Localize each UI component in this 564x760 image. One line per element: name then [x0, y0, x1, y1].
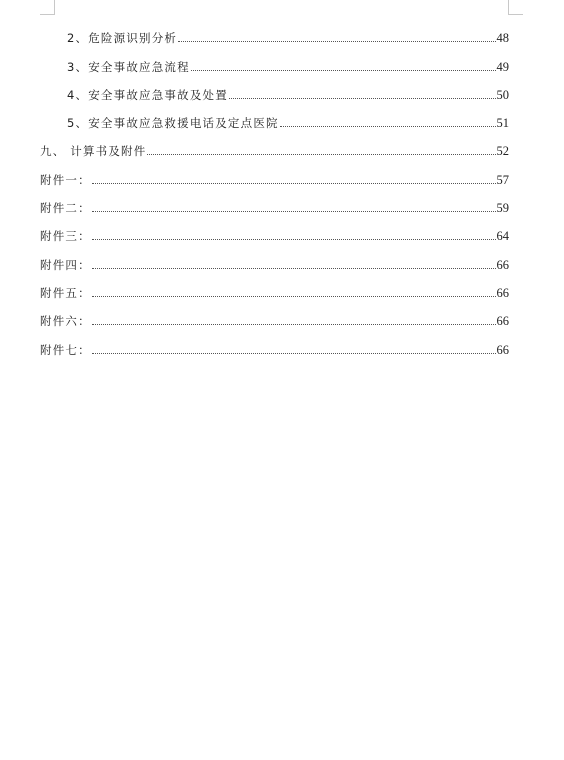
toc-leader-dots	[92, 296, 496, 297]
toc-leader-dots	[92, 183, 496, 184]
toc-page-number: 64	[496, 229, 509, 244]
toc-entry-label: 九、 计算书及附件	[40, 144, 147, 159]
toc-entry[interactable]	[40, 17, 509, 45]
toc-entry-label: 3、安全事故应急流程	[67, 59, 190, 74]
toc-entry-label: 附件三：	[40, 229, 91, 244]
toc-page-number: 49	[496, 59, 509, 74]
toc-leader-dots	[178, 41, 495, 42]
toc-leader-dots	[191, 70, 496, 71]
toc-page-number: 52	[496, 144, 509, 159]
toc-entry[interactable]	[40, 158, 509, 186]
toc-entry[interactable]	[40, 45, 509, 73]
toc-page-number: 66	[496, 257, 509, 272]
toc-entry-label: 附件六：	[40, 314, 91, 329]
page-corner-mark-left	[40, 0, 55, 15]
toc-entry-label: 附件五：	[40, 285, 91, 300]
toc-entry-label: 附件四：	[40, 257, 91, 272]
toc-entry[interactable]	[40, 215, 509, 243]
toc-entry[interactable]	[40, 102, 509, 130]
toc-leader-dots	[92, 353, 496, 354]
toc-leader-dots	[280, 126, 496, 127]
toc-leader-dots	[92, 324, 496, 325]
toc-entry-label: 附件七：	[40, 342, 91, 357]
toc-entry[interactable]	[40, 328, 509, 356]
page-corner-mark-right	[508, 0, 523, 15]
toc-entry[interactable]	[40, 272, 509, 300]
toc-entry[interactable]	[40, 243, 509, 271]
toc-page-number: 66	[496, 342, 509, 357]
toc-page-number: 66	[496, 285, 509, 300]
toc-page-number: 66	[496, 314, 509, 329]
toc-page-number: 51	[496, 116, 509, 131]
toc-page-number: 59	[496, 201, 509, 216]
toc-entry[interactable]	[40, 130, 509, 158]
toc-entry-label: 附件一：	[40, 172, 91, 187]
toc-leader-dots	[229, 98, 496, 99]
toc-page-number: 50	[496, 87, 509, 102]
toc-page-number: 48	[496, 31, 509, 46]
toc-entry[interactable]	[40, 187, 509, 215]
toc-leader-dots	[92, 239, 496, 240]
toc-leader-dots	[92, 211, 496, 212]
toc-leader-dots	[92, 268, 496, 269]
toc-page-number: 57	[496, 172, 509, 187]
toc-entry[interactable]	[40, 74, 509, 102]
toc-entry-label: 5、安全事故应急救援电话及定点医院	[67, 116, 279, 131]
toc-entry[interactable]	[40, 300, 509, 328]
toc-leader-dots	[147, 154, 495, 155]
table-of-contents	[40, 17, 509, 357]
toc-entry-label: 附件二：	[40, 201, 91, 216]
toc-entry-label: 4、安全事故应急事故及处置	[67, 87, 228, 102]
toc-entry-label: 2、危险源识别分析	[67, 31, 178, 46]
